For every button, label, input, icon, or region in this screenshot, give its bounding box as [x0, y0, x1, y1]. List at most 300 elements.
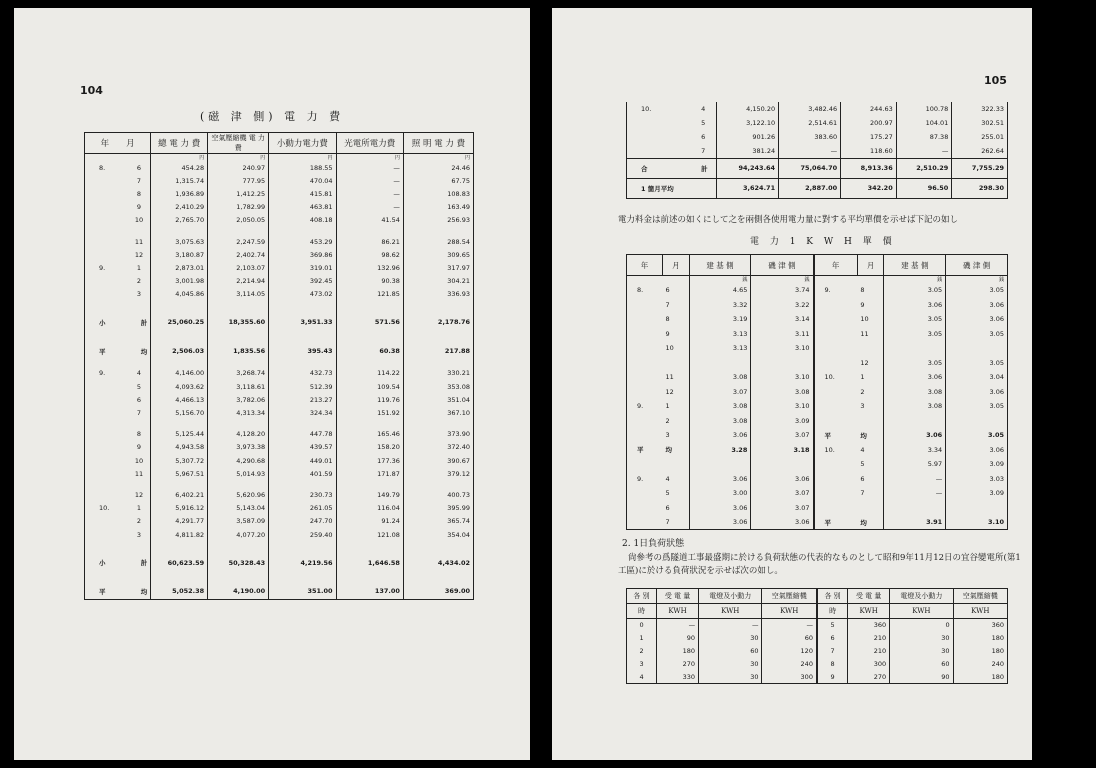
table-row: [85, 528, 474, 541]
value-cell: 3.09: [946, 457, 1008, 472]
period-cell: 2: [136, 517, 142, 526]
value-cell: [884, 341, 946, 356]
value-cell: 365.74: [403, 515, 473, 528]
value-cell: 2,247.59: [208, 235, 269, 248]
load-col-header: 空氣壓縮機: [762, 589, 817, 604]
period-cell: [627, 370, 663, 385]
unit-label: 円: [336, 154, 403, 162]
value-cell: 3.11: [751, 327, 814, 342]
page-number-left: 104: [80, 84, 103, 97]
period-cell: [627, 428, 663, 443]
period-cell: 平: [814, 428, 858, 443]
value-cell: —: [884, 472, 946, 487]
table-row: [627, 341, 1008, 356]
value-cell: 369.86: [269, 248, 336, 261]
value-cell: 210: [848, 645, 890, 658]
value-cell: 3.06: [689, 515, 751, 530]
value-cell: 383.60: [779, 130, 841, 144]
value-cell: 3.08: [689, 414, 751, 429]
value-cell: 116.04: [336, 502, 403, 515]
period-cell: 9.: [637, 402, 644, 411]
value-cell: 300: [848, 658, 890, 671]
period-cell: [814, 399, 858, 414]
table-row: [85, 584, 474, 599]
value-cell: 4,150.20: [717, 102, 779, 116]
value-cell: 2,873.01: [151, 261, 208, 274]
value-cell: 25,060.25: [151, 315, 208, 330]
period-cell: [814, 312, 858, 327]
table-row: [627, 515, 1008, 530]
hour-cell: 5: [817, 619, 848, 632]
value-cell: 180: [953, 632, 1007, 645]
table-row: [85, 555, 474, 570]
table-row: [627, 428, 1008, 443]
value-cell: 4,466.13: [151, 393, 208, 406]
period-cell: 1 箇月平均: [641, 184, 674, 193]
table-row: [85, 315, 474, 330]
table-row: [627, 632, 1008, 645]
value-cell: 3.06: [884, 298, 946, 313]
value-cell: 342.20: [841, 178, 897, 198]
value-cell: 5,967.51: [151, 467, 208, 480]
load-col-header: 各 別: [817, 589, 848, 604]
value-cell: 512.39: [269, 380, 336, 393]
table-row: [627, 116, 1008, 130]
value-cell: 3.05: [946, 356, 1008, 371]
value-cell: 288.54: [403, 235, 473, 248]
col-header-generation: 光電所電力費: [336, 133, 403, 154]
period-cell: [85, 214, 128, 227]
hour-cell: 3: [639, 660, 644, 668]
table-row: [85, 393, 474, 406]
period-cell: [627, 486, 663, 501]
unit-label: 円: [208, 154, 269, 162]
value-cell: [884, 501, 946, 516]
period-cell: [814, 414, 858, 429]
value-cell: 373.90: [403, 428, 473, 441]
table-row: [627, 501, 1008, 516]
period-cell: 3: [665, 431, 670, 440]
value-cell: 439.57: [269, 441, 336, 454]
kwh-table-body: [627, 276, 1008, 530]
value-cell: 30: [699, 658, 762, 671]
period-cell: [85, 515, 128, 528]
period-cell: [85, 275, 128, 288]
daily-load-table: [626, 588, 1008, 684]
value-cell: 240: [762, 658, 817, 671]
table-row: [85, 428, 474, 441]
value-cell: 3.06: [884, 370, 946, 385]
col-header-lighting: 照 明 電 力 費: [403, 133, 473, 154]
period-cell: 6: [701, 133, 706, 141]
value-cell: 4,190.00: [208, 584, 269, 599]
value-cell: 3,782.06: [208, 393, 269, 406]
period-cell: 7: [665, 300, 670, 309]
value-cell: 2,402.74: [208, 248, 269, 261]
period-cell: [85, 454, 128, 467]
period-cell: [85, 201, 128, 214]
value-cell: 180: [953, 645, 1007, 658]
value-cell: 353.08: [403, 380, 473, 393]
period-cell: [85, 248, 128, 261]
value-cell: 114.22: [336, 367, 403, 380]
value-cell: 149.79: [336, 488, 403, 501]
value-cell: 163.49: [403, 201, 473, 214]
period-cell: [627, 457, 663, 472]
value-cell: 3.18: [751, 443, 814, 458]
period-cell: 5: [860, 460, 865, 469]
period-cell: [814, 298, 858, 313]
table-row: [627, 298, 1008, 313]
value-cell: 360: [848, 619, 890, 632]
value-cell: 30: [890, 632, 953, 645]
period-cell: 9: [665, 329, 670, 338]
value-cell: 119.76: [336, 393, 403, 406]
period-cell: [814, 472, 858, 487]
value-cell: 473.02: [269, 288, 336, 301]
value-cell: 1,315.74: [151, 174, 208, 187]
value-cell: 4,943.58: [151, 441, 208, 454]
period-cell: [85, 393, 128, 406]
value-cell: 3.06: [689, 428, 751, 443]
value-cell: 463.81: [269, 201, 336, 214]
value-cell: 4,290.68: [208, 454, 269, 467]
period-cell: 8: [665, 315, 670, 324]
table-row: [85, 275, 474, 288]
value-cell: 4,077.20: [208, 528, 269, 541]
value-cell: 4,146.00: [151, 367, 208, 380]
value-cell: 3.05: [884, 283, 946, 298]
value-cell: 4,093.62: [151, 380, 208, 393]
spacer-row: [85, 541, 474, 555]
period-cell: 6: [665, 503, 670, 512]
period-cell: 4: [136, 369, 142, 378]
value-cell: 151.92: [336, 406, 403, 419]
load-unit-header: KWH: [848, 604, 890, 619]
value-cell: 4,128.20: [208, 428, 269, 441]
unit-label: 円: [269, 154, 336, 162]
period-cell: 12: [665, 387, 674, 396]
value-cell: 3.10: [946, 515, 1008, 530]
value-cell: 298.30: [952, 178, 1008, 198]
value-cell: 3.06: [751, 472, 814, 487]
paragraph-load: 尙參考の爲隧道工事最盛期に於ける負荷狀態の代表的なものとして昭和9年11月12日の宜谷變電所(第1工區)に於ける負荷狀況を示せば次の如し。: [618, 553, 1021, 576]
value-cell: 30: [890, 645, 953, 658]
value-cell: 3.22: [751, 298, 814, 313]
load-unit-header: KWH: [953, 604, 1007, 619]
period-cell: 11: [134, 237, 144, 246]
period-cell: 計: [701, 164, 708, 173]
period-cell: 11: [665, 373, 674, 382]
unit-row: [627, 276, 1008, 284]
value-cell: 3,951.33: [269, 315, 336, 330]
period-cell: [627, 356, 663, 371]
table-row: [85, 201, 474, 214]
electricity-cost-table-continued: [626, 102, 1008, 199]
period-cell: [698, 178, 716, 198]
period-cell: [85, 441, 128, 454]
value-cell: 91.24: [336, 515, 403, 528]
value-cell: 2,410.29: [151, 201, 208, 214]
value-cell: 4,434.02: [403, 555, 473, 570]
value-cell: [946, 414, 1008, 429]
value-cell: 3.05: [946, 399, 1008, 414]
value-cell: 180: [657, 645, 699, 658]
period-cell: [85, 187, 128, 200]
period-cell: 1: [860, 373, 865, 382]
period-cell: 9: [860, 300, 865, 309]
value-cell: 304.21: [403, 275, 473, 288]
period-cell: 3: [136, 290, 142, 299]
period-cell: 11: [860, 329, 869, 338]
period-cell: [85, 528, 128, 541]
value-cell: 108.83: [403, 187, 473, 200]
table-row: [85, 454, 474, 467]
period-cell: 12: [134, 490, 144, 499]
value-cell: 1,782.99: [208, 201, 269, 214]
value-cell: —: [336, 201, 403, 214]
period-cell: 平: [814, 515, 858, 530]
value-cell: [689, 356, 751, 371]
value-cell: 0: [890, 619, 953, 632]
value-cell: 3.06: [946, 312, 1008, 327]
period-cell: [814, 356, 858, 371]
value-cell: 2,214.94: [208, 275, 269, 288]
table-row: [627, 130, 1008, 144]
value-cell: [884, 414, 946, 429]
value-cell: 60: [762, 632, 817, 645]
value-cell: 132.96: [336, 261, 403, 274]
period-cell: 6: [136, 395, 142, 404]
value-cell: 2,887.00: [779, 178, 841, 198]
table-row: [627, 619, 1008, 632]
value-cell: 4.65: [689, 283, 751, 298]
value-cell: 3.08: [884, 399, 946, 414]
kwh-col-month: 月: [663, 255, 690, 276]
period-cell: 7: [665, 518, 670, 526]
value-cell: 240: [953, 658, 1007, 671]
value-cell: 100.78: [896, 102, 952, 116]
value-cell: 3,075.63: [151, 235, 208, 248]
period-cell: [627, 312, 663, 327]
period-cell: [85, 428, 128, 441]
period-cell: [663, 356, 690, 371]
kwh-col-year: 年: [627, 255, 663, 276]
period-cell: 7: [136, 176, 142, 185]
value-cell: 3.07: [751, 501, 814, 516]
value-cell: 2,765.70: [151, 214, 208, 227]
value-cell: —: [699, 619, 762, 632]
value-cell: 3.10: [751, 399, 814, 414]
period-cell: 9.: [637, 474, 644, 483]
hour-cell: 2: [639, 647, 644, 655]
col-header-year-month: 年 月: [85, 133, 151, 154]
period-cell: 9.: [99, 369, 106, 378]
value-cell: 3.74: [751, 283, 814, 298]
left-page: [14, 8, 530, 760]
period-cell: [627, 414, 663, 429]
value-cell: 408.18: [269, 214, 336, 227]
value-cell: 3.06: [946, 443, 1008, 458]
period-cell: 9.: [814, 283, 858, 298]
period-cell: 11: [134, 469, 144, 478]
value-cell: 1,936.89: [151, 187, 208, 200]
table-row: [85, 344, 474, 359]
value-cell: 309.65: [403, 248, 473, 261]
period-cell: 1: [136, 504, 142, 513]
period-cell: 9.: [99, 263, 106, 272]
table-row: [85, 235, 474, 248]
value-cell: 2,050.05: [208, 214, 269, 227]
period-cell: [857, 501, 884, 516]
period-cell: [627, 298, 663, 313]
unit-label: 円: [151, 154, 208, 162]
unit-label: 銭: [689, 276, 751, 284]
value-cell: 50,328.43: [208, 555, 269, 570]
value-cell: 302.51: [952, 116, 1008, 130]
value-cell: 432.73: [269, 367, 336, 380]
period-cell: 2: [860, 387, 865, 396]
period-cell: 計: [140, 559, 148, 568]
value-cell: 2,178.76: [403, 315, 473, 330]
value-cell: 5.97: [884, 457, 946, 472]
value-cell: 240.97: [208, 161, 269, 174]
value-cell: 86.21: [336, 235, 403, 248]
value-cell: —: [336, 161, 403, 174]
unit-label: 円: [403, 154, 473, 162]
value-cell: 98.62: [336, 248, 403, 261]
table-row: [627, 178, 1008, 198]
period-cell: [85, 174, 128, 187]
value-cell: 395.99: [403, 502, 473, 515]
value-cell: 3.10: [751, 370, 814, 385]
period-cell: [663, 457, 690, 472]
period-cell: [627, 327, 663, 342]
value-cell: 453.29: [269, 235, 336, 248]
value-cell: 180: [953, 671, 1007, 684]
value-cell: 3.08: [689, 370, 751, 385]
period-cell: 7: [860, 489, 865, 498]
value-cell: 256.93: [403, 214, 473, 227]
value-cell: 3,001.98: [151, 275, 208, 288]
value-cell: 3.07: [751, 486, 814, 501]
period-cell: [814, 501, 858, 516]
table-row: [85, 161, 474, 174]
value-cell: 175.27: [841, 130, 897, 144]
value-cell: 270: [657, 658, 699, 671]
table-row: [85, 214, 474, 227]
value-cell: —: [884, 486, 946, 501]
value-cell: 4,045.86: [151, 288, 208, 301]
value-cell: 3.05: [946, 327, 1008, 342]
value-cell: 5,125.44: [151, 428, 208, 441]
table-row: [627, 443, 1008, 458]
period-cell: 平: [99, 347, 106, 356]
period-cell: 8: [136, 189, 142, 198]
value-cell: 188.55: [269, 161, 336, 174]
value-cell: 210: [848, 632, 890, 645]
value-cell: 255.01: [952, 130, 1008, 144]
period-cell: 6: [136, 163, 142, 172]
value-cell: 87.38: [896, 130, 952, 144]
value-cell: 30: [699, 632, 762, 645]
period-cell: [857, 414, 884, 429]
value-cell: 120: [762, 645, 817, 658]
table-row: [627, 144, 1008, 158]
table-row: [627, 457, 1008, 472]
value-cell: 3.06: [946, 385, 1008, 400]
unit-label: 銭: [884, 276, 946, 284]
value-cell: 354.04: [403, 528, 473, 541]
value-cell: —: [762, 619, 817, 632]
value-cell: 3.05: [884, 356, 946, 371]
value-cell: 94,243.64: [717, 158, 779, 178]
table-row: [627, 671, 1008, 684]
page-number-right: 105: [984, 74, 1007, 87]
hour-cell: 4: [639, 672, 644, 681]
period-cell: 6: [860, 474, 865, 483]
value-cell: 3.13: [689, 327, 751, 342]
value-cell: 41.54: [336, 214, 403, 227]
value-cell: 3.06: [884, 428, 946, 443]
value-cell: 109.54: [336, 380, 403, 393]
table-row: [627, 385, 1008, 400]
period-cell: 12: [860, 358, 869, 367]
period-cell: 10: [665, 344, 674, 353]
period-cell: 4: [665, 474, 670, 483]
hour-cell: 9: [817, 671, 848, 684]
unit-label: 銭: [751, 276, 814, 284]
table-body-continued: [627, 102, 1008, 198]
period-cell: 小: [99, 318, 106, 327]
load-table-body: [627, 619, 1008, 684]
value-cell: 3.34: [884, 443, 946, 458]
value-cell: 60,623.59: [151, 555, 208, 570]
value-cell: —: [336, 174, 403, 187]
value-cell: 322.33: [952, 102, 1008, 116]
col-header-compressor: 空氣壓縮機 電 力 費: [208, 133, 269, 154]
value-cell: 7,755.29: [952, 158, 1008, 178]
value-cell: [751, 356, 814, 371]
value-cell: 3,624.71: [717, 178, 779, 198]
period-cell: [627, 116, 699, 130]
period-cell: 5: [136, 382, 142, 391]
value-cell: 262.64: [952, 144, 1008, 158]
load-col-header: 各 別: [627, 589, 657, 604]
value-cell: 3.13: [689, 341, 751, 356]
value-cell: 60.38: [336, 344, 403, 359]
value-cell: 75,064.70: [779, 158, 841, 178]
value-cell: 67.75: [403, 174, 473, 187]
value-cell: 3.05: [946, 283, 1008, 298]
value-cell: 213.27: [269, 393, 336, 406]
table-row: [627, 327, 1008, 342]
load-col-header: 電燈及小動力: [699, 589, 762, 604]
period-cell: 10: [860, 315, 869, 324]
spacer-row: [85, 420, 474, 428]
value-cell: 454.28: [151, 161, 208, 174]
period-cell: 8: [860, 286, 865, 295]
period-cell: 9: [136, 443, 142, 452]
right-page: [552, 8, 1032, 760]
value-cell: 2,103.07: [208, 261, 269, 274]
value-cell: 401.59: [269, 467, 336, 480]
value-cell: [946, 341, 1008, 356]
table-body-left: [85, 154, 474, 600]
value-cell: 3.07: [689, 385, 751, 400]
value-cell: 118.60: [841, 144, 897, 158]
period-cell: [627, 385, 663, 400]
